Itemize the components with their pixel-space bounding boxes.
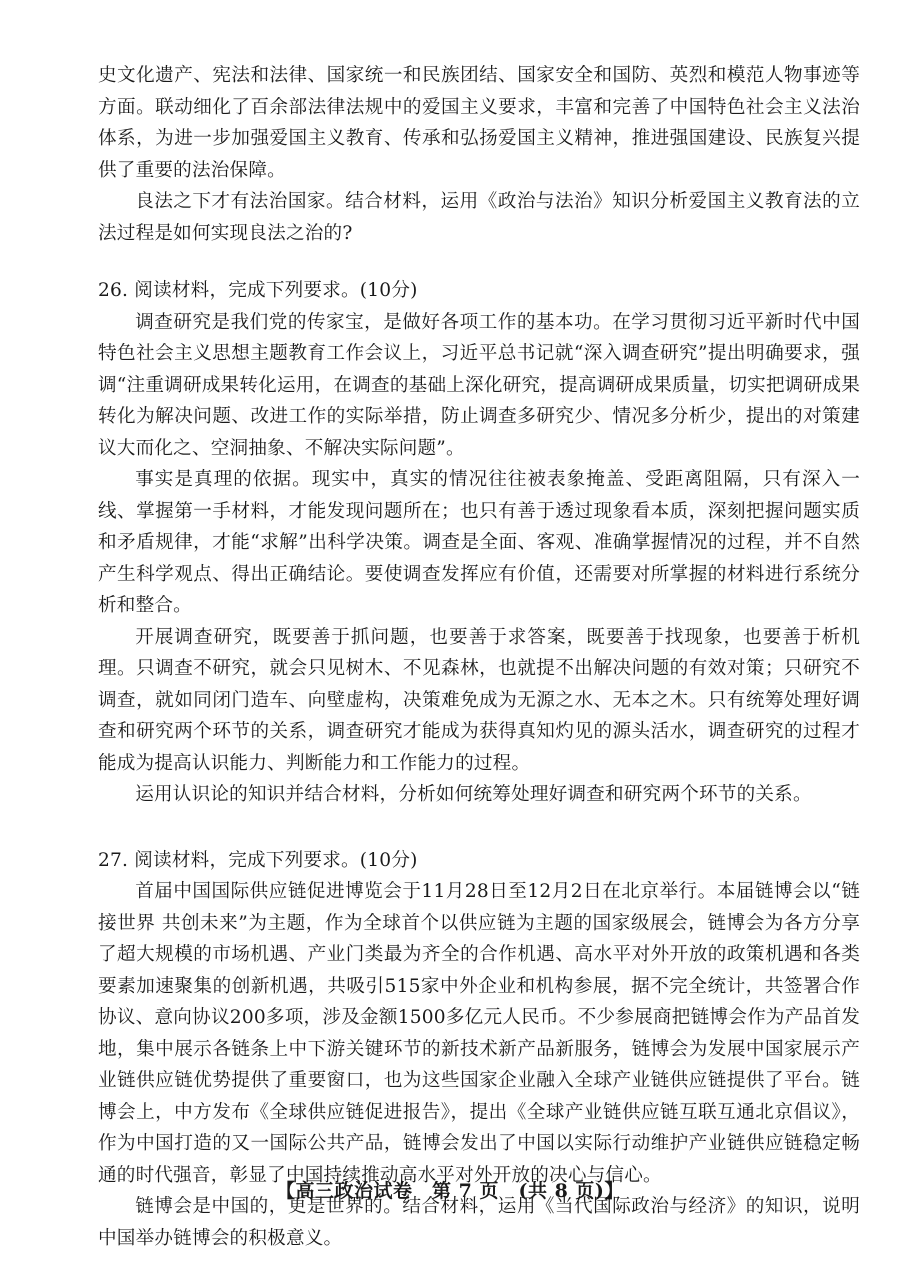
q27-paragraph-1: 首届中国国际供应链促进博览会于11月28日至12月2日在北京举行。本届链博会以“链接世界 共创未来”为主题，作为全球首个以供应链为主题的国家级展会，链博会为各方分享了超大规模的市场机遇、产业门类最为齐全的合作机遇、高水平对外开放的政策机遇和各类要素加速聚集的创新机遇，共吸引515家中外企业和机构参展，据不完全统计，共签署合作协议、意向协议200多项，涉及金额1500多亿元人民币。不少参展商把链博会作为产品首发地，集中展示各链条上中下游关键环节的新技术新产品新服务，链博会为发展中国家展示产业链供应链优势提供了重要窗口，也为这些国家企业融入全球产业链供应链提供了平台。链博会上，中方发布《全球供应链促进报告》，提出《全球产业链供应链互联互通北京倡议》，作为中国打造的又一国际公共产品，链博会发出了中国以实际行动维护产业链供应链稳定畅通的时代强音，彰显了中国持续推动高水平对外开放的决心与信心。 [98, 881, 860, 1186]
q26-heading: 26. 阅读材料，完成下列要求。(10分) [98, 280, 418, 301]
q27-question: 链博会是中国的，更是世界的。结合材料，运用《当代国际政治与经济》的知识，说明中国举办链博会的积极意义。 [98, 1196, 860, 1249]
exam-page [98, 60, 860, 1254]
q26-paragraph-2: 事实是真理的依据。现实中，真实的情况往往被表象掩盖、受距离阻隔，只有深入一线、掌握第一手材料，才能发现问题所在；也只有善于透过现象看本质，深刻把握问题实质和矛盾规律，才能“求解”出科学决策。调查是全面、客观、准确掌握情况的过程，并不自然产生科学观点、得出正确结论。要使调查发挥应有价值，还需要对所掌握的材料进行系统分析和整合。 [98, 469, 860, 616]
q25-continuation-paragraph: 史文化遗产、宪法和法律、国家统一和民族团结、国家安全和国防、英烈和模范人物事迹等方面。联动细化了百余部法律法规中的爱国主义要求，丰富和完善了中国特色社会主义法治体系，为进一步加强爱国主义教育、传承和弘扬爱国主义精神，推进强国建设、民族复兴提供了重要的法治保障。 [98, 65, 860, 181]
q26-question: 运用认识论的知识并结合材料，分析如何统筹处理好调查和研究两个环节的关系。 [135, 784, 812, 805]
q26-paragraph-3: 开展调查研究，既要善于抓问题，也要善于求答案，既要善于找现象，也要善于析机理。只调查不研究，就会只见树木、不见森林，也就提不出解决问题的有效对策；只研究不调查，就如同闭门造车、向壁虚构，决策难免成为无源之水、无本之木。只有统筹处理好调查和研究两个环节的关系，调查研究才能成为获得真知灼见的源头活水，调查研究的过程才能成为提高认识能力、判断能力和工作能力的过程。 [98, 626, 860, 774]
spacer [98, 249, 860, 275]
q25-question: 良法之下才有法治国家。结合材料，运用《政治与法治》知识分析爱国主义教育法的立法过程是如何实现良法之治的? [98, 191, 860, 244]
q26-paragraph-1: 调查研究是我们党的传家宝，是做好各项工作的基本功。在学习贯彻习近平新时代中国特色社会主义思想主题教育工作会议上，习近平总书记就“深入调查研究”提出明确要求，强调“注重调研成果转化运用，在调查的基础上深化研究，提高调研成果质量，切实把调研成果转化为解决问题、改进工作的实际举措，防止调查多研究少、情况多分析少，提出的对策建议大而化之、空洞抽象、不解决实际问题”。 [98, 311, 860, 459]
page-footer: 【高三政治试卷 第 7 页 (共 8 页)】 [276, 1180, 624, 1202]
spacer [98, 811, 860, 845]
q27-heading: 27. 阅读材料，完成下列要求。(10分) [98, 849, 418, 871]
